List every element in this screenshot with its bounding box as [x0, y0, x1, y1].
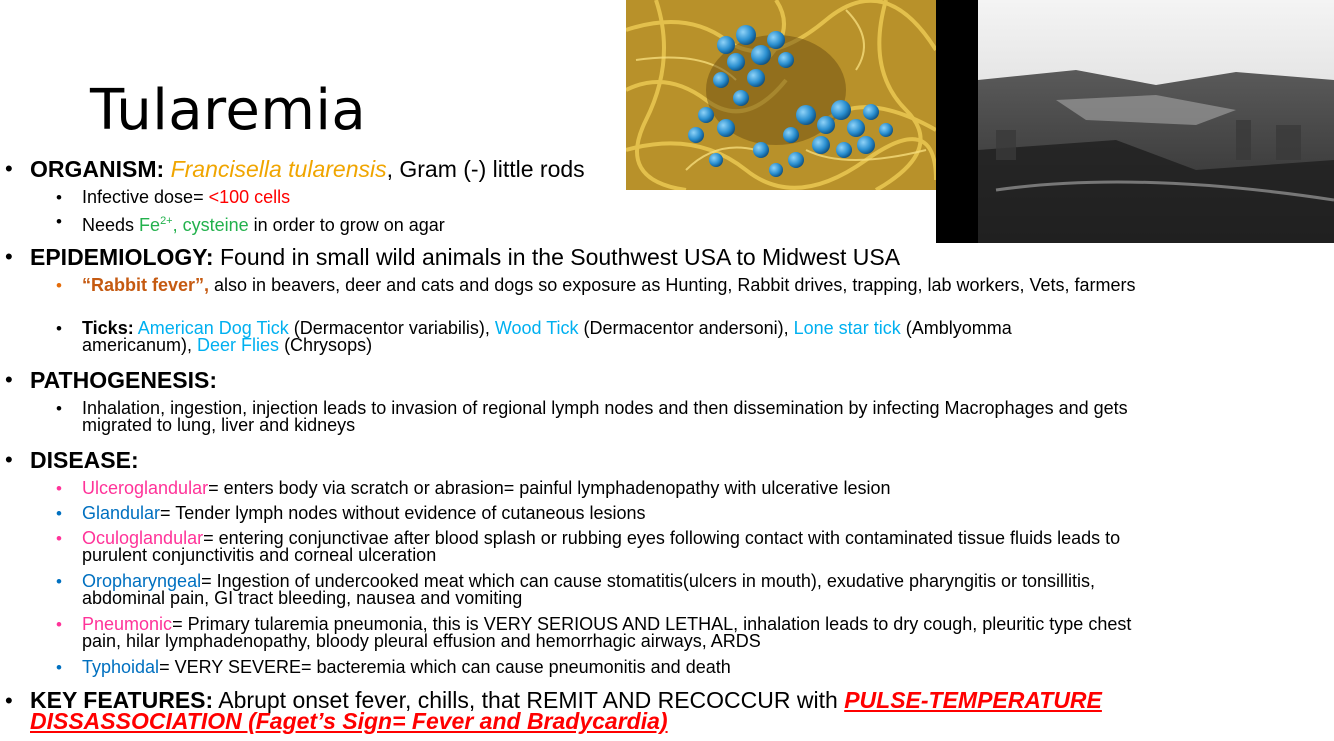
disease-desc: = enters body via scratch or abrasion= painful lymphadenopathy with ulcerative lesion [208, 478, 891, 498]
key-features-heading: KEY FEATURES: [30, 687, 214, 713]
pathogenesis-heading: PATHOGENESIS: [30, 367, 217, 393]
tick-1-sci: (Dermacentor variabilis), [288, 318, 495, 338]
disease-item-ulceroglandular [82, 480, 1162, 497]
growth-needs-item [82, 213, 445, 234]
disease-desc: = Ingestion of undercooked meat which can cause stomatitis(ulcers in mouth), exudative pharyngitis or tonsillitis, abdominal pain, GI tract bleeding, nausea and vomiting [82, 571, 1096, 608]
disease-desc: = VERY SEVERE= bacteremia which can cause pneumonitis and death [159, 657, 731, 677]
disease-name: Oropharyngeal [82, 571, 202, 591]
organism-heading: ORGANISM: [30, 156, 165, 182]
disease-desc: = Tender lymph nodes without evidence of cutaneous lesions [160, 503, 646, 523]
tick-4: Deer Flies [197, 335, 280, 355]
tick-2-sci: (Dermacentor andersoni), [578, 318, 794, 338]
disease-item-oculoglandular [82, 530, 1162, 564]
disease-desc: = entering conjunctivae after blood splash or rubbing eyes following contact with contaminated tissue fluids leads to purulent conjunctivitis and corneal ulceration [82, 528, 1121, 565]
organism-line [30, 157, 585, 181]
faget-sign: PULSE-TEMPERATURE DISSASSOCIATION (Faget’s Sign= Fever and Bradycardia) [30, 687, 1102, 734]
organism-desc: , Gram (-) little rods [386, 156, 585, 182]
pathogenesis-line [30, 368, 217, 392]
ticks-heading: Ticks: [82, 318, 134, 338]
iron-text: Fe [139, 215, 161, 235]
rabbit-fever-label: “Rabbit fever”, [82, 275, 210, 295]
tick-2: Wood Tick [494, 318, 579, 338]
dose-value: <100 cells [208, 187, 291, 207]
tick-1: American Dog Tick [137, 318, 289, 338]
iron-superscript: 2+ [160, 215, 173, 227]
ticks-item [82, 320, 1102, 354]
disease-item-glandular [82, 505, 1162, 522]
epidemiology-line [30, 245, 900, 269]
infective-dose-item [82, 189, 290, 206]
disease-name: Glandular [82, 503, 161, 523]
tick-3-sci: (Amblyomma americanum), [82, 318, 1012, 355]
key-features-line [30, 687, 1120, 734]
epidemiology-heading: EPIDEMIOLOGY: [30, 244, 214, 270]
organism-species: Francisella tularensis [170, 156, 387, 182]
pathogenesis-text: Inhalation, ingestion, injection leads to invasion of regional lymph nodes and then dissemination by infecting Macrophages and gets migrated to lung, liver and kidneys [82, 398, 1128, 435]
key-features-desc: Abrupt onset fever, chills, that REMIT AND RECOCCUR with [213, 687, 845, 713]
disease-desc: = Primary tularemia pneumonia, this is VERY SERIOUS AND LETHAL, inhalation leads to dry cough, pleuritic type chest pain, hilar lymphadenopathy, bloody pleural effusion and hemorrhagic airways, ARDS [82, 614, 1132, 651]
disease-item-typhoidal [82, 659, 1162, 676]
disease-heading: DISEASE: [30, 447, 139, 473]
disease-name: Oculoglandular [82, 528, 204, 548]
slide-title: Tularemia [90, 78, 367, 143]
disease-line [30, 448, 139, 472]
cysteine-text: , cysteine [172, 215, 249, 235]
needs-tail: in order to grow on agar [248, 215, 445, 235]
rabbit-fever-desc: also in beavers, deer and cats and dogs so exposure as Hunting, Rabbit drives, trapping, lab workers, Vets, farmers [209, 275, 1136, 295]
micrograph-image [626, 0, 936, 190]
disease-item-pneumonic [82, 616, 1162, 650]
epidemiology-desc: Found in small wild animals in the Southwest USA to Midwest USA [213, 244, 901, 270]
dose-label: Infective dose= [82, 187, 209, 207]
disease-name: Typhoidal [82, 657, 160, 677]
tick-4-sci: (Chrysops) [279, 335, 373, 355]
disease-item-oropharyngeal [82, 573, 1132, 607]
tick-3: Lone star tick [793, 318, 901, 338]
rabbit-fever-item [82, 277, 1152, 294]
disease-name: Pneumonic [82, 614, 173, 634]
field-photo [936, 0, 1334, 243]
needs-label: Needs [82, 215, 140, 235]
pathogenesis-item [82, 400, 1157, 434]
disease-name: Ulceroglandular [82, 478, 209, 498]
